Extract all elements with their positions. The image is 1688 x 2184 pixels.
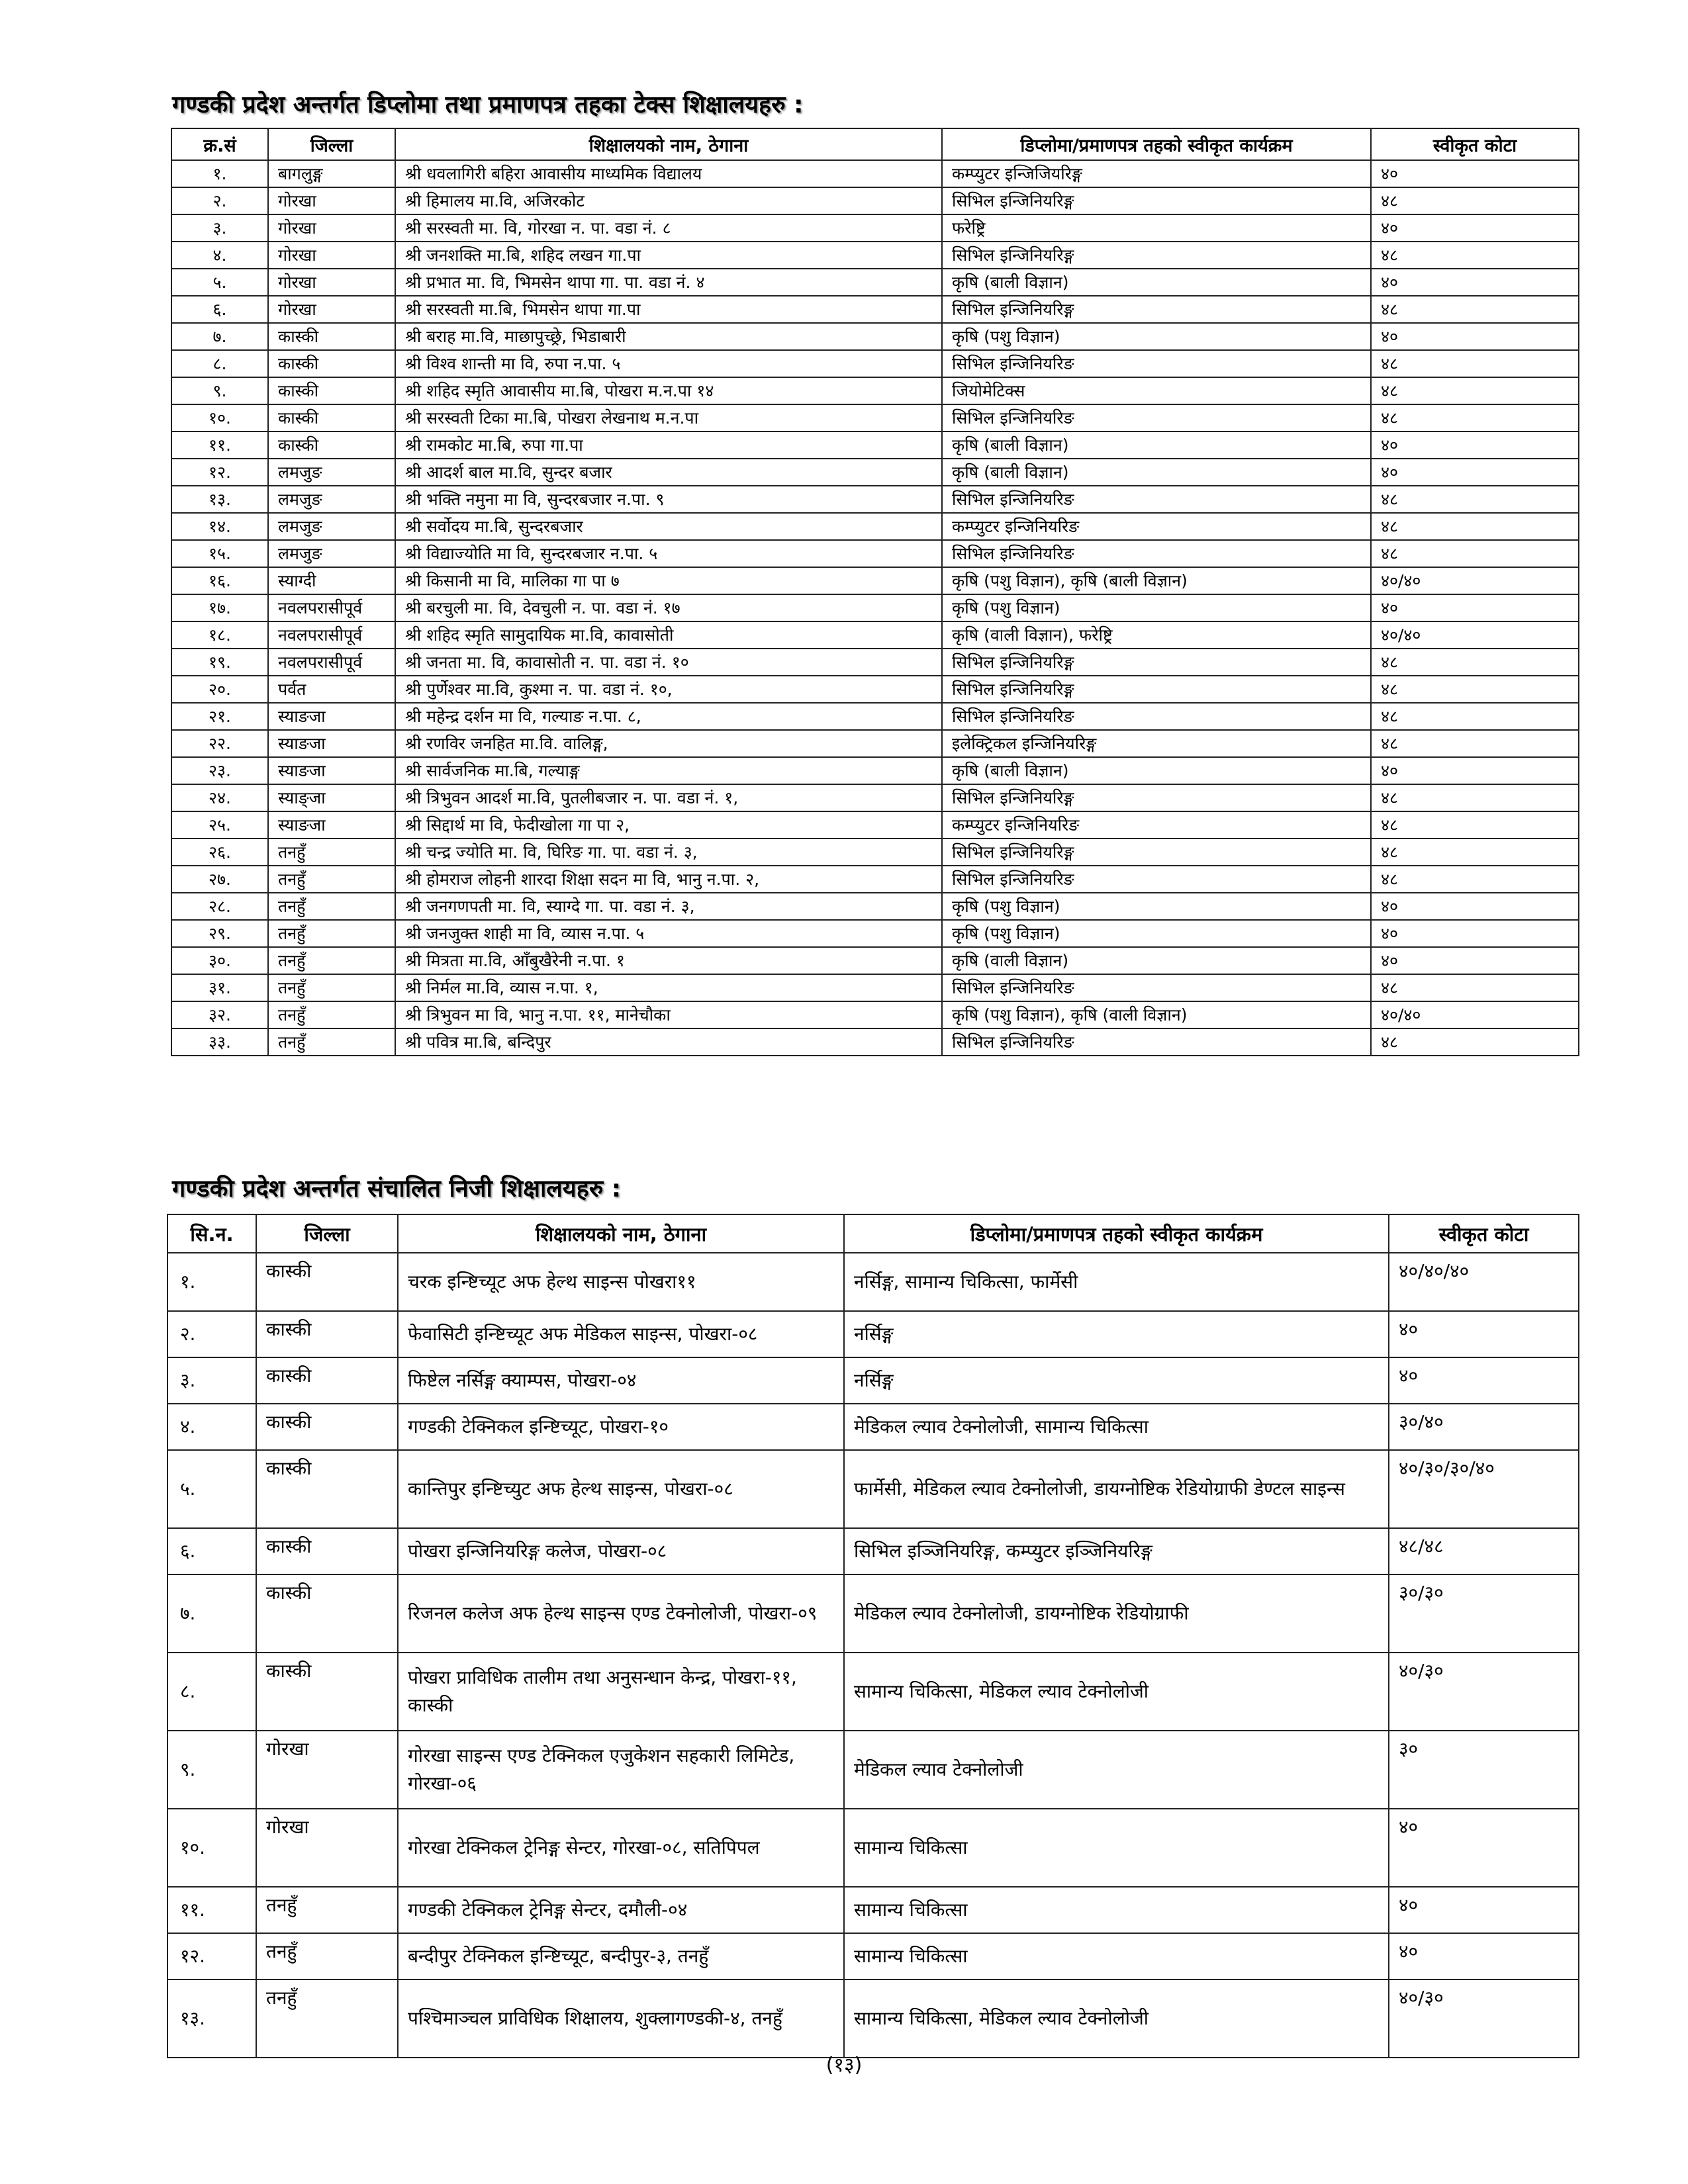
quota-cell: ४८ (1371, 1028, 1579, 1056)
program-cell: कृषि (पशु विज्ञान) (942, 920, 1371, 947)
program-cell: मेडिकल ल्याव टेक्नोलोजी (844, 1731, 1389, 1809)
serial-cell: १५. (171, 540, 268, 567)
district-cell: स्याङजा (268, 730, 395, 757)
program-cell: कृषि (पशु विज्ञान) (942, 323, 1371, 350)
program-cell: सिभिल इन्जिनियरिङ्ग (942, 242, 1371, 269)
public-schools-table (171, 128, 1579, 1056)
district-cell: कास्की (256, 1574, 398, 1653)
district-cell: नवलपरासीपूर्व (268, 649, 395, 676)
program-cell: कृषि (पशु विज्ञान), कृषि (बाली विज्ञान) (942, 567, 1371, 594)
serial-cell: २८. (171, 893, 268, 920)
district-cell: कास्की (268, 350, 395, 377)
quota-cell: ४० (1389, 1887, 1579, 1933)
school-name-cell: श्री सार्वजनिक मा.बि, गल्याङ्ग (395, 757, 942, 784)
serial-cell: १३. (167, 1979, 256, 2058)
quota-cell: ४० (1389, 1933, 1579, 1979)
table-row (171, 187, 1579, 214)
school-name-cell: श्री रणविर जनहित मा.वि. वालिङ्ग, (395, 730, 942, 757)
serial-cell: १. (171, 160, 268, 187)
school-name-cell: श्री जनशक्ति मा.बि, शहिद लखन गा.पा (395, 242, 942, 269)
program-cell: कृषि (बाली विज्ञान) (942, 432, 1371, 459)
program-cell: कम्प्युटर इन्जिजियरिङ्ग (942, 160, 1371, 187)
program-cell: जियोमेटिक्स (942, 377, 1371, 404)
program-cell: सिभिल इन्जिनियरिङ्ग (942, 187, 1371, 214)
serial-cell: १०. (167, 1809, 256, 1887)
district-cell: लमजुङ (268, 459, 395, 486)
serial-cell: २५. (171, 811, 268, 839)
school-name-cell: श्री मित्रता मा.वि, आँबुखैरेनी न.पा. १ (395, 947, 942, 974)
quota-cell: ४० (1371, 459, 1579, 486)
district-cell: कास्की (268, 377, 395, 404)
serial-cell: ३२. (171, 1001, 268, 1028)
serial-cell: १३. (171, 486, 268, 513)
district-cell: गोरखा (268, 187, 395, 214)
quota-cell: ४८/४८ (1389, 1528, 1579, 1574)
program-cell: सामान्य चिकित्सा (844, 1887, 1389, 1933)
school-name-cell: श्री जनजुक्त शाही मा वि, व्यास न.पा. ५ (395, 920, 942, 947)
serial-cell: १८. (171, 621, 268, 649)
school-name-cell: श्री होमराज लोहनी शारदा शिक्षा सदन मा वि, भानु न.पा. २, (395, 866, 942, 893)
serial-cell: ३१. (171, 974, 268, 1001)
quota-cell: ४८ (1371, 540, 1579, 567)
district-cell: स्याङजा (268, 703, 395, 730)
program-cell: सिभिल इन्जिनियरिङ (942, 540, 1371, 567)
school-name-cell: श्री भक्ति नमुना मा वि, सुन्दरबजार न.पा. ९ (395, 486, 942, 513)
table-row (167, 1253, 1579, 1311)
table-row (171, 676, 1579, 703)
serial-cell: ६. (167, 1528, 256, 1574)
quota-cell: ४८ (1371, 866, 1579, 893)
table-row (171, 432, 1579, 459)
serial-cell: ३३. (171, 1028, 268, 1056)
header-serial: सि.न. (167, 1214, 256, 1253)
table-row (171, 730, 1579, 757)
school-name-cell: श्री बराह मा.वि, माछापुच्छ्रे, भिडाबारी (395, 323, 942, 350)
school-name-cell: श्री जनगणपती मा. वि, स्याग्दे गा. पा. वडा नं. ३, (395, 893, 942, 920)
quota-cell: ४०/४० (1371, 567, 1579, 594)
header-district: जिल्ला (256, 1214, 398, 1253)
program-cell: सिभिल इन्जिनियरिङ (942, 866, 1371, 893)
table-row (167, 1979, 1579, 2058)
school-name-cell: फेवासिटी इन्ष्टिच्यूट अफ मेडिकल साइन्स, पोखरा-०८ (398, 1311, 844, 1357)
quota-cell: ४० (1371, 323, 1579, 350)
school-name-cell: श्री पुर्णेश्वर मा.वि, कुश्मा न. पा. वडा नं. १०, (395, 676, 942, 703)
district-cell: स्याङजा (268, 811, 395, 839)
table-row (171, 974, 1579, 1001)
program-cell: सामान्य चिकित्सा, मेडिकल ल्याव टेक्नोलोजी (844, 1979, 1389, 2058)
quota-cell: ४८ (1371, 377, 1579, 404)
serial-cell: ७. (171, 323, 268, 350)
table-row (171, 839, 1579, 866)
serial-cell: २९. (171, 920, 268, 947)
quota-cell: ४८ (1371, 513, 1579, 540)
table-row (171, 459, 1579, 486)
table-row (167, 1574, 1579, 1653)
serial-cell: २६. (171, 839, 268, 866)
quota-cell: ४८ (1371, 350, 1579, 377)
table-row (171, 269, 1579, 296)
school-name-cell: बन्दीपुर टेक्निकल इन्ष्टिच्यूट, बन्दीपुर-३, तनहुँ (398, 1933, 844, 1979)
header-quota: स्वीकृत कोटा (1389, 1214, 1579, 1253)
quota-cell: ४० (1389, 1357, 1579, 1404)
quota-cell: ४८ (1371, 187, 1579, 214)
serial-cell: १. (167, 1253, 256, 1311)
district-cell: गोरखा (256, 1809, 398, 1887)
table-row (171, 404, 1579, 432)
program-cell: इलेक्ट्रिकल इन्जिनियरिङ्ग (942, 730, 1371, 757)
district-cell: लमजुङ (268, 486, 395, 513)
header-school-name: शिक्षालयको नाम, ठेगाना (398, 1214, 844, 1253)
table-row (171, 160, 1579, 187)
quota-cell: ४० (1371, 893, 1579, 920)
table-row (167, 1528, 1579, 1574)
serial-cell: ४. (167, 1404, 256, 1450)
school-name-cell: श्री महेन्द्र दर्शन मा वि, गल्याङ न.पा. ८, (395, 703, 942, 730)
quota-cell: ४८ (1371, 784, 1579, 811)
serial-cell: २७. (171, 866, 268, 893)
school-name-cell: श्री हिमालय मा.वि, अजिरकोट (395, 187, 942, 214)
quota-cell: ४० (1371, 947, 1579, 974)
header-serial: क्र.सं (171, 128, 268, 160)
program-cell: सिभिल इन्जिनियरिङ (942, 974, 1371, 1001)
district-cell: लमजुङ (268, 513, 395, 540)
table-row (171, 811, 1579, 839)
program-cell: सिभिल इन्जिनियरिङ (942, 1028, 1371, 1056)
quota-cell: ४८ (1371, 296, 1579, 323)
program-cell: सिभिल इन्जिनियरिङ (942, 350, 1371, 377)
serial-cell: २. (171, 187, 268, 214)
serial-cell: ५. (171, 269, 268, 296)
quota-cell: ४८ (1371, 404, 1579, 432)
serial-cell: ३०. (171, 947, 268, 974)
school-name-cell: श्री बरचुली मा. वि, देवचुली न. पा. वडा नं. १७ (395, 594, 942, 621)
quota-cell: ४०/४० (1371, 1001, 1579, 1028)
serial-cell: ३. (171, 214, 268, 242)
table-row (171, 296, 1579, 323)
serial-cell: ५. (167, 1450, 256, 1528)
serial-cell: ८. (167, 1653, 256, 1731)
table-row (171, 377, 1579, 404)
serial-cell: २४. (171, 784, 268, 811)
table-row (171, 649, 1579, 676)
table-row (171, 567, 1579, 594)
district-cell: गोरखा (268, 214, 395, 242)
program-cell: मेडिकल ल्याव टेक्नोलोजी, सामान्य चिकित्सा (844, 1404, 1389, 1450)
district-cell: कास्की (256, 1253, 398, 1311)
serial-cell: ८. (171, 350, 268, 377)
table-row (167, 1809, 1579, 1887)
program-cell: मेडिकल ल्याव टेक्नोलोजी, डायग्नोष्टिक रेडियोग्राफी (844, 1574, 1389, 1653)
quota-cell: ४८ (1371, 486, 1579, 513)
school-name-cell: श्री रामकोट मा.बि, रुपा गा.पा (395, 432, 942, 459)
school-name-cell: गण्डकी टेक्निकल ट्रेनिङ्ग सेन्टर, दमौली-०४ (398, 1887, 844, 1933)
quota-cell: ३०/३० (1389, 1574, 1579, 1653)
program-cell: कम्प्युटर इन्जिनियरिङ (942, 513, 1371, 540)
district-cell: गोरखा (268, 296, 395, 323)
serial-cell: १०. (171, 404, 268, 432)
table-row (167, 1731, 1579, 1809)
quota-cell: ४८ (1371, 676, 1579, 703)
program-cell: नर्सिङ्ग, सामान्य चिकित्सा, फार्मेसी (844, 1253, 1389, 1311)
program-cell: नर्सिङ्ग (844, 1357, 1389, 1404)
program-cell: सामान्य चिकित्सा (844, 1809, 1389, 1887)
program-cell: फार्मेसी, मेडिकल ल्याव टेक्नोलोजी, डायग्नोष्टिक रेडियोग्राफी डेण्टल साइन्स (844, 1450, 1389, 1528)
serial-cell: १४. (171, 513, 268, 540)
program-cell: कृषि (पशु विज्ञान) (942, 893, 1371, 920)
district-cell: तनहुँ (268, 947, 395, 974)
school-name-cell: गोरखा साइन्स एण्ड टेक्निकल एजुकेशन सहकारी लिमिटेड, गोरखा-०६ (398, 1731, 844, 1809)
serial-cell: २. (167, 1311, 256, 1357)
quota-cell: ४८ (1371, 649, 1579, 676)
serial-cell: १६. (171, 567, 268, 594)
school-name-cell: श्री आदर्श बाल मा.वि, सुन्दर बजार (395, 459, 942, 486)
quota-cell: ४० (1371, 920, 1579, 947)
quota-cell: ४०/३० (1389, 1979, 1579, 2058)
quota-cell: ४० (1371, 757, 1579, 784)
quota-cell: ४०/४० (1371, 621, 1579, 649)
private-schools-table (167, 1214, 1579, 2058)
district-cell: पर्वत (268, 676, 395, 703)
district-cell: कास्की (256, 1450, 398, 1528)
school-name-cell: श्री सर्वोदय मा.बि, सुन्दरबजार (395, 513, 942, 540)
table-row (167, 1653, 1579, 1731)
district-cell: बागलुङ्ग (268, 160, 395, 187)
program-cell: सामान्य चिकित्सा (844, 1933, 1389, 1979)
serial-cell: २१. (171, 703, 268, 730)
quota-cell: ३०/४० (1389, 1404, 1579, 1450)
table-row (167, 1404, 1579, 1450)
school-name-cell: श्री सिद्दार्थ मा वि, फेदीखोला गा पा २, (395, 811, 942, 839)
table-row (167, 1357, 1579, 1404)
district-cell: नवलपरासीपूर्व (268, 621, 395, 649)
serial-cell: १२. (171, 459, 268, 486)
section2-title: गण्डकी प्रदेश अन्तर्गत संचालित निजी शिक्षालयहरु : (172, 1175, 622, 1203)
quota-cell: ४० (1371, 594, 1579, 621)
quota-cell: ४०/३०/३०/४० (1389, 1450, 1579, 1528)
table-row (171, 1028, 1579, 1056)
program-cell: सिभिल इन्जिनियरिङ (942, 404, 1371, 432)
table-header-row (171, 128, 1579, 160)
program-cell: सिभिल इन्जिनियरिङ्ग (942, 839, 1371, 866)
district-cell: नवलपरासीपूर्व (268, 594, 395, 621)
program-cell: सिभिल इन्जिनियरिङ्ग (942, 676, 1371, 703)
program-cell: कृषि (बाली विज्ञान) (942, 269, 1371, 296)
program-cell: सिभिल इञ्जिनियरिङ्ग, कम्प्युटर इञ्जिनियरिङ्ग (844, 1528, 1389, 1574)
quota-cell: ४८ (1371, 974, 1579, 1001)
table-row (171, 621, 1579, 649)
school-name-cell: श्री शहिद स्मृति सामुदायिक मा.वि, कावासोती (395, 621, 942, 649)
program-cell: कम्प्युटर इन्जिनियरिङ (942, 811, 1371, 839)
school-name-cell: गण्डकी टेक्निकल इन्ष्टिच्यूट, पोखरा-१० (398, 1404, 844, 1450)
table-row (171, 893, 1579, 920)
table-row (171, 784, 1579, 811)
school-name-cell: कान्तिपुर इन्ष्टिच्युट अफ हेल्थ साइन्स, पोखरा-०८ (398, 1450, 844, 1528)
district-cell: स्याङ्जा (268, 784, 395, 811)
school-name-cell: श्री सरस्वती मा.बि, भिमसेन थापा गा.पा (395, 296, 942, 323)
table-row (171, 540, 1579, 567)
school-name-cell: फिष्टेल नर्सिङ्ग क्याम्पस, पोखरा-०४ (398, 1357, 844, 1404)
program-cell: फरेष्ट्रि (942, 214, 1371, 242)
serial-cell: १९. (171, 649, 268, 676)
header-program: डिप्लोमा/प्रमाणपत्र तहको स्वीकृत कार्यक्रम (942, 128, 1371, 160)
table-row (171, 350, 1579, 377)
quota-cell: ४० (1371, 432, 1579, 459)
district-cell: गोरखा (268, 269, 395, 296)
table-row (171, 214, 1579, 242)
school-name-cell: श्री सरस्वती टिका मा.बि, पोखरा लेखनाथ म.न.पा (395, 404, 942, 432)
school-name-cell: श्री त्रिभुवन आदर्श मा.वि, पुतलीबजार न. पा. वडा नं. १, (395, 784, 942, 811)
school-name-cell: श्री शहिद स्मृति आवासीय मा.बि, पोखरा म.न.पा १४ (395, 377, 942, 404)
program-cell: सिभिल इन्जिनियरिङ्ग (942, 784, 1371, 811)
program-cell: कृषि (पशु विज्ञान), कृषि (वाली विज्ञान) (942, 1001, 1371, 1028)
school-name-cell: श्री धवलागिरी बहिरा आवासीय माध्यमिक विद्यालय (395, 160, 942, 187)
serial-cell: २३. (171, 757, 268, 784)
serial-cell: ९. (171, 377, 268, 404)
table-row (167, 1311, 1579, 1357)
table-row (171, 757, 1579, 784)
district-cell: तनहुँ (256, 1933, 398, 1979)
serial-cell: २०. (171, 676, 268, 703)
serial-cell: ९. (167, 1731, 256, 1809)
table-row (167, 1887, 1579, 1933)
program-cell: सिभिल इन्जिनियरिङ्ग (942, 296, 1371, 323)
district-cell: तनहुँ (268, 1028, 395, 1056)
district-cell: तनहुँ (268, 1001, 395, 1028)
school-name-cell: श्री चन्द्र ज्योति मा. वि, घिरिङ गा. पा. वडा नं. ३, (395, 839, 942, 866)
district-cell: तनहुँ (268, 839, 395, 866)
quota-cell: ४८ (1371, 703, 1579, 730)
quota-cell: ४० (1371, 269, 1579, 296)
table-row (171, 947, 1579, 974)
table-row (167, 1450, 1579, 1528)
district-cell: तनहुँ (268, 974, 395, 1001)
district-cell: तनहुँ (256, 1887, 398, 1933)
program-cell: सामान्य चिकित्सा, मेडिकल ल्याव टेक्नोलोजी (844, 1653, 1389, 1731)
quota-cell: ४८ (1371, 839, 1579, 866)
school-name-cell: रिजनल कलेज अफ हेल्थ साइन्स एण्ड टेक्नोलोजी, पोखरा-०९ (398, 1574, 844, 1653)
table-row (171, 703, 1579, 730)
serial-cell: १२. (167, 1933, 256, 1979)
program-cell: सिभिल इन्जिनियरिङ्ग (942, 649, 1371, 676)
program-cell: सिभिल इन्जिनियरिङ (942, 486, 1371, 513)
district-cell: स्याङजा (268, 757, 395, 784)
quota-cell: ४०/४०/४० (1389, 1253, 1579, 1311)
serial-cell: ११. (171, 432, 268, 459)
school-name-cell: श्री विद्याज्योति मा वि, सुन्दरबजार न.पा. ५ (395, 540, 942, 567)
quota-cell: ४० (1389, 1809, 1579, 1887)
quota-cell: ४८ (1371, 242, 1579, 269)
quota-cell: ४८ (1371, 811, 1579, 839)
district-cell: कास्की (268, 323, 395, 350)
district-cell: कास्की (256, 1404, 398, 1450)
table-row (171, 486, 1579, 513)
district-cell: लमजुङ (268, 540, 395, 567)
serial-cell: ११. (167, 1887, 256, 1933)
table-header-row (167, 1214, 1579, 1253)
school-name-cell: श्री पवित्र मा.बि, बन्दिपुर (395, 1028, 942, 1056)
program-cell: कृषि (वाली विज्ञान), फरेष्ट्रि (942, 621, 1371, 649)
serial-cell: ३. (167, 1357, 256, 1404)
header-quota: स्वीकृत कोटा (1371, 128, 1579, 160)
school-name-cell: पोखरा इन्जिनियरिङ्ग कलेज, पोखरा-०८ (398, 1528, 844, 1574)
district-cell: कास्की (256, 1357, 398, 1404)
program-cell: कृषि (पशु विज्ञान) (942, 594, 1371, 621)
serial-cell: २२. (171, 730, 268, 757)
table-row (171, 513, 1579, 540)
quota-cell: ३० (1389, 1731, 1579, 1809)
school-name-cell: गोरखा टेक्निकल ट्रेनिङ्ग सेन्टर, गोरखा-०८, सतिपिपल (398, 1809, 844, 1887)
table-row (171, 1001, 1579, 1028)
district-cell: कास्की (256, 1653, 398, 1731)
program-cell: कृषि (बाली विज्ञान) (942, 459, 1371, 486)
district-cell: तनहुँ (268, 893, 395, 920)
header-program: डिप्लोमा/प्रमाणपत्र तहको स्वीकृत कार्यक्रम (844, 1214, 1389, 1253)
header-school-name: शिक्षालयको नाम, ठेगाना (395, 128, 942, 160)
district-cell: स्याग्दी (268, 567, 395, 594)
school-name-cell: पश्चिमाञ्चल प्राविधिक शिक्षालय, शुक्लागण्डकी-४, तनहुँ (398, 1979, 844, 2058)
table-row (171, 242, 1579, 269)
district-cell: कास्की (268, 404, 395, 432)
school-name-cell: श्री विश्व शान्ती मा वि, रुपा न.पा. ५ (395, 350, 942, 377)
school-name-cell: श्री त्रिभुवन मा वि, भानु न.पा. ११, मानेचौका (395, 1001, 942, 1028)
quota-cell: ४० (1371, 160, 1579, 187)
school-name-cell: श्री प्रभात मा. वि, भिमसेन थापा गा. पा. वडा नं. ४ (395, 269, 942, 296)
district-cell: तनहुँ (268, 920, 395, 947)
district-cell: गोरखा (256, 1731, 398, 1809)
district-cell: गोरखा (268, 242, 395, 269)
quota-cell: ४८ (1371, 730, 1579, 757)
table-row (171, 920, 1579, 947)
quota-cell: ४० (1389, 1311, 1579, 1357)
district-cell: तनहुँ (256, 1979, 398, 2058)
table-row (167, 1933, 1579, 1979)
school-name-cell: श्री जनता मा. वि, कावासोती न. पा. वडा नं. १० (395, 649, 942, 676)
serial-cell: ६. (171, 296, 268, 323)
district-cell: कास्की (268, 432, 395, 459)
school-name-cell: श्री सरस्वती मा. वि, गोरखा न. पा. वडा नं. ८ (395, 214, 942, 242)
district-cell: कास्की (256, 1311, 398, 1357)
program-cell: कृषि (बाली विज्ञान) (942, 757, 1371, 784)
program-cell: नर्सिङ्ग (844, 1311, 1389, 1357)
table-row (171, 866, 1579, 893)
school-name-cell: चरक इन्ष्टिच्यूट अफ हेल्थ साइन्स पोखरा११ (398, 1253, 844, 1311)
section1-title: गण्डकी प्रदेश अन्तर्गत डिप्लोमा तथा प्रमाणपत्र तहका टेक्स शिक्षालयहरु : (172, 91, 804, 118)
serial-cell: ४. (171, 242, 268, 269)
district-cell: कास्की (256, 1528, 398, 1574)
school-name-cell: श्री किसानी मा वि, मालिका गा पा ७ (395, 567, 942, 594)
quota-cell: ४०/३० (1389, 1653, 1579, 1731)
serial-cell: १७. (171, 594, 268, 621)
school-name-cell: श्री निर्मल मा.वि, व्यास न.पा. १, (395, 974, 942, 1001)
table-row (171, 323, 1579, 350)
header-district: जिल्ला (268, 128, 395, 160)
program-cell: सिभिल इन्जिनियरिङ (942, 703, 1371, 730)
school-name-cell: पोखरा प्राविधिक तालीम तथा अनुसन्धान केन्द्र, पोखरा-११, कास्की (398, 1653, 844, 1731)
page-number: (१३) (825, 2054, 863, 2077)
program-cell: कृषि (वाली विज्ञान) (942, 947, 1371, 974)
quota-cell: ४० (1371, 214, 1579, 242)
table-row (171, 594, 1579, 621)
serial-cell: ७. (167, 1574, 256, 1653)
district-cell: तनहुँ (268, 866, 395, 893)
